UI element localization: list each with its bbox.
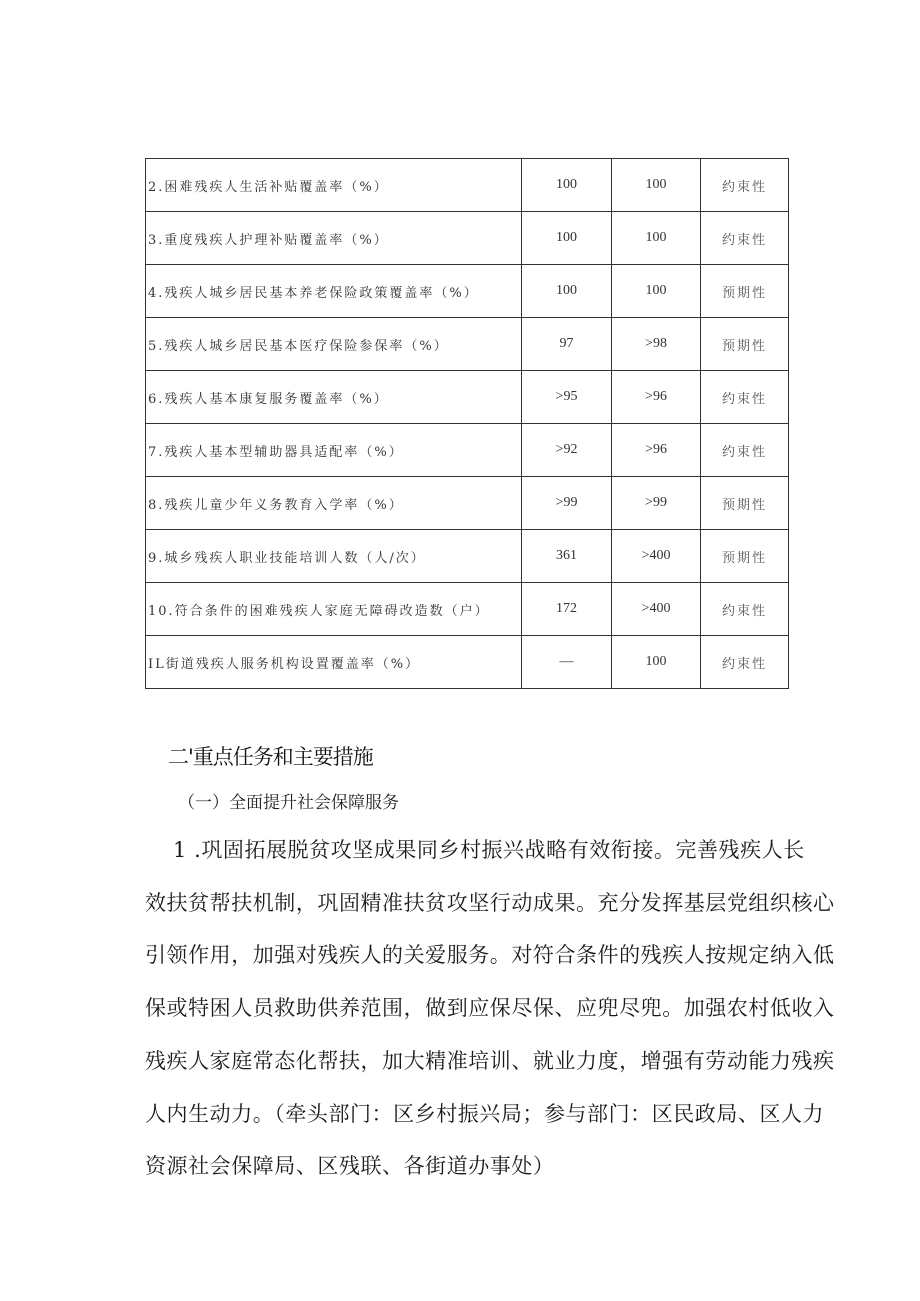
table-row: [146, 159, 789, 212]
indicator-name-cell: IL街道残疾人服务机构设置覆盖率（%）: [146, 636, 522, 689]
baseline-value-cell: 172: [522, 583, 612, 636]
indicator-attribute-cell: 约束性: [701, 636, 789, 689]
paragraph-line: 保或特困人员救助供养范围，做到应保尽保、应兜尽兜。加强农村低收入: [145, 996, 835, 1021]
baseline-value-cell: 100: [522, 265, 612, 318]
table-row: [146, 212, 789, 265]
indicator-attribute-cell: 预期性: [701, 530, 789, 583]
indicator-name-cell: 6.残疾人基本康复服务覆盖率（%）: [146, 371, 522, 424]
indicator-attribute-cell: 预期性: [701, 318, 789, 371]
indicator-attribute-cell: 约束性: [701, 159, 789, 212]
table-row: [146, 636, 789, 689]
table-row: [146, 424, 789, 477]
baseline-value-cell: 97: [522, 318, 612, 371]
target-value-cell: >96: [612, 424, 701, 477]
baseline-value-cell: 100: [522, 159, 612, 212]
indicator-name-cell: 3.重度残疾人护理补贴覆盖率（%）: [146, 212, 522, 265]
baseline-value-cell: >99: [522, 477, 612, 530]
indicator-attribute-cell: 预期性: [701, 265, 789, 318]
indicator-name-cell: 7.残疾人基本型辅助器具适配率（%）: [146, 424, 522, 477]
paragraph-line: 引领作用，加强对残疾人的关爱服务。对符合条件的残疾人按规定纳入低: [145, 943, 835, 968]
table-row: [146, 371, 789, 424]
indicator-attribute-cell: 预期性: [701, 477, 789, 530]
table-row: [146, 318, 789, 371]
target-value-cell: 100: [612, 159, 701, 212]
body-paragraph: [145, 824, 835, 1193]
indicator-attribute-cell: 约束性: [701, 212, 789, 265]
baseline-value-cell: —: [522, 636, 612, 689]
target-value-cell: >400: [612, 530, 701, 583]
indicator-name-cell: 4.残疾人城乡居民基本养老保险政策覆盖率（%）: [146, 265, 522, 318]
indicator-attribute-cell: 约束性: [701, 424, 789, 477]
indicator-name-cell: 8.残疾儿童少年义务教育入学率（%）: [146, 477, 522, 530]
baseline-value-cell: >92: [522, 424, 612, 477]
indicator-attribute-cell: 约束性: [701, 371, 789, 424]
table-row: [146, 583, 789, 636]
target-value-cell: >400: [612, 583, 701, 636]
indicator-name-cell: 5.残疾人城乡居民基本医疗保险参保率（%）: [146, 318, 522, 371]
baseline-value-cell: >95: [522, 371, 612, 424]
target-value-cell: >96: [612, 371, 701, 424]
paragraph-line: 资源社会保障局、区残联、各街道办事处）: [145, 1154, 555, 1179]
indicator-attribute-cell: 约束性: [701, 583, 789, 636]
target-value-cell: 100: [612, 636, 701, 689]
baseline-value-cell: 361: [522, 530, 612, 583]
target-value-cell: >98: [612, 318, 701, 371]
indicator-name-cell: 10.符合条件的困难残疾人家庭无障碍改造数（户）: [146, 583, 522, 636]
target-value-cell: 100: [612, 212, 701, 265]
target-value-cell: 100: [612, 265, 701, 318]
indicator-name-cell: 9.城乡残疾人职业技能培训人数（人/次）: [146, 530, 522, 583]
indicators-table: [145, 158, 789, 689]
indicator-name-cell: 2.困难残疾人生活补贴覆盖率（%）: [146, 159, 522, 212]
baseline-value-cell: 100: [522, 212, 612, 265]
subsection-heading: （一）全面提升社会保障服务: [178, 793, 399, 813]
paragraph-line: 效扶贫帮扶机制，巩固精准扶贫攻坚行动成果。充分发挥基层党组织核心: [145, 890, 835, 915]
section-heading: 二'重点任务和主要措施: [168, 745, 373, 769]
paragraph-line: 1 .巩固拓展脱贫攻坚成果同乡村振兴战略有效衔接。完善残疾人长: [173, 838, 805, 862]
target-value-cell: >99: [612, 477, 701, 530]
table-row: [146, 265, 789, 318]
table-row: [146, 477, 789, 530]
table-row: [146, 530, 789, 583]
paragraph-line: 人内生动力。（牵头部门：区乡村振兴局；参与部门：区民政局、区人力: [145, 1101, 825, 1126]
paragraph-line: 残疾人家庭常态化帮扶，加大精准培训、就业力度，增强有劳动能力残疾: [145, 1048, 835, 1073]
